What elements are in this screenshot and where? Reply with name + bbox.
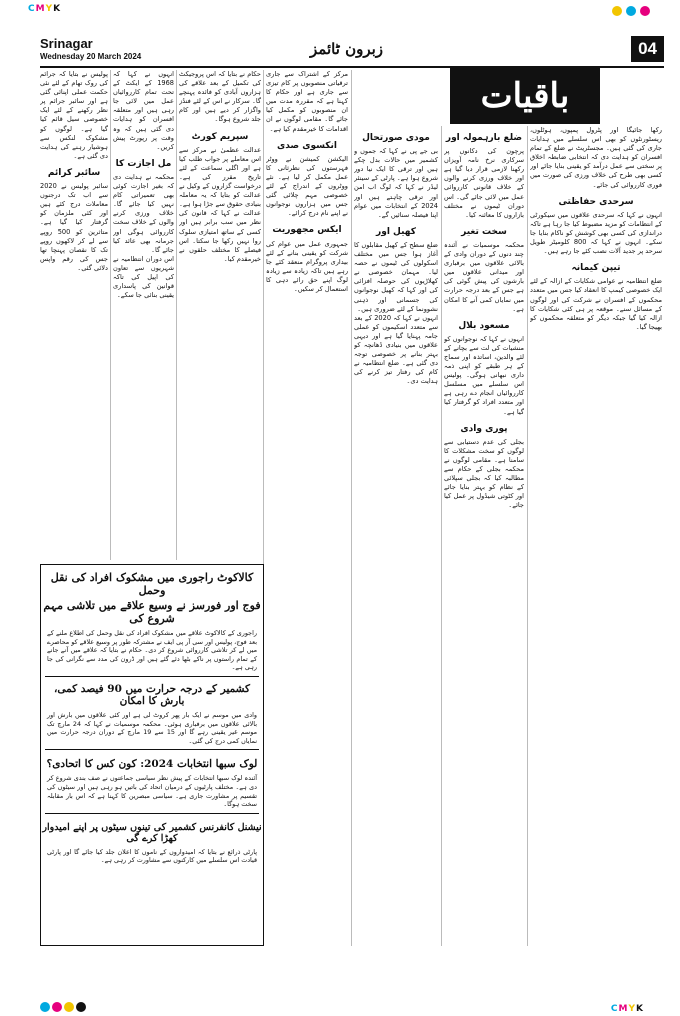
- registration-dot: [40, 1002, 50, 1012]
- column-rule: [351, 70, 352, 946]
- article-text: انہوں نے کہا کہ 2020 کے بعد سے متعدد اسکیموں کو عملی جامہ پہنایا گیا ہے اور دیہی علاقوں میں بنیادی ڈھانچہ کو بہتر بنانے پر خصوصی توجہ دی گئی ہے۔ ضلع انتظامیہ نے کام کی رفتار تیز کرنے کی ہدایت دی۔: [354, 313, 438, 386]
- divider: [45, 813, 259, 814]
- article-heading: سپریم کورٹ: [191, 131, 249, 142]
- article-text: ضلع سطح کے کھیل مقابلوں کا آغاز ہوا جس میں مختلف اسکولوں کی ٹیموں نے حصہ لیا۔ مہمان خصوصی نے کھلاڑیوں کی حوصلہ افزائی کی اور کہا کہ کھیل نوجوانوں کی جسمانی اور ذہنی نشوونما کے لئے ضروری ہیں۔: [354, 240, 438, 313]
- column-rule: [110, 70, 111, 560]
- cmyk-mark: CMYK: [28, 4, 62, 14]
- registration-dot: [612, 6, 622, 16]
- article-heading: سرحدی حفاظتی: [558, 196, 634, 207]
- article-text: بی جے پی نے کہا کہ جموں و کشمیر میں حالات بدل چکے ہیں اور ترقی کا ایک نیا دور شروع ہوا ہے۔ پارٹی کے سینئر لیڈر نے کہا کہ لوگ اب امن اور ترقی چاہتے ہیں اور 2024 کے انتخابات میں عوام اپنا فیصلہ سنائیں گے۔: [354, 147, 438, 219]
- column-rule: [176, 70, 177, 560]
- article-text: بجلی کی عدم دستیابی سے لوگوں کو سخت مشکلات کا سامنا ہے۔ مقامی لوگوں نے محکمہ بجلی کے حکام سے مطالبہ کیا کہ بجلی سپلائی کے نظام کو بہتر بنایا جائے اور کٹوتی شیڈول پر عمل کیا جائے۔: [444, 437, 524, 510]
- article-column-3: [354, 126, 438, 946]
- section-title: باقیات: [450, 68, 600, 124]
- article-text: اس دوران انتظامیہ نے شہریوں سے تعاون کی اپیل کی تاکہ قوانین کی پاسداری یقینی بنائی جا سکے۔: [113, 254, 174, 300]
- headline: نیشنل کانفرنس کشمیر کی تینوں سیٹوں پر اپنے امیدوار کھڑا کرے گی: [42, 821, 262, 844]
- article-column-4: [266, 70, 348, 946]
- article-text: انہوں نے کہا کہ 1968 کے ایکٹ کے تحت تمام کارروائیاں عمل میں لائی جا رہی ہیں اور متعلقہ افسران کو ہدایات دی گئی ہیں کہ وہ وقت پر رپورٹ پیش کریں۔: [113, 70, 174, 151]
- masthead: زبرون ٹائمز: [310, 40, 384, 58]
- cmyk-mark-bottom: CMYK: [610, 1004, 644, 1014]
- date-label: Wednesday 20 March 2024: [40, 52, 142, 61]
- article-text: محکمہ موسمیات نے آئندہ چند دنوں کے دوران وادی کے بالائی علاقوں میں برفباری اور میدانی علاقوں میں بارشوں کی پیش گوئی کی ہے جس کے بعد درجہ حرارت میں نمایاں کمی آنے کا امکان ہے۔: [444, 240, 524, 313]
- lead-news-box: [40, 564, 264, 946]
- article-text: عدالت نے کہا کہ قانون کی نظر میں سب برابر ہیں اور کسی کے ساتھ امتیازی سلوک روا نہیں رکھا جا سکتا۔ اس فیصلے کا مختلف حلقوں نے خیرمقدم کیا۔: [179, 209, 261, 263]
- article-column-5: [179, 70, 261, 560]
- article-column-6: [113, 70, 174, 560]
- page-header: [40, 36, 664, 68]
- article-text: راجوری کے کالاکوٹ علاقے میں مشکوک افراد کی نقل وحمل کی اطلاع ملنے کے بعد فوج، پولیس اور سی آر پی ایف نے مشترکہ طور پر وسیع علاقے کو محاصرے میں لے کر تلاشی کارروائی شروع کر دی۔ حکام نے بتایا کہ علاقے میں آنے جانے کے تمام راستوں پر ناکے بٹھا دئے گئے ہیں اور ڈرون کی مدد سے نگرانی کی جا رہی ہے۔: [47, 629, 257, 672]
- divider: [45, 749, 259, 750]
- registration-dot: [640, 6, 650, 16]
- subheadline: فوج اور فورسز نے وسیع علاقے میں تلاشی مہم شروع کی: [43, 599, 261, 625]
- headline: کالاکوٹ راجوری میں مشکوک افراد کی نقل وحمل: [50, 571, 254, 597]
- article-heading: مودی صورتحال: [362, 133, 430, 143]
- article-column-2: [444, 126, 524, 946]
- article-heading: انکسوی صدی: [276, 140, 338, 151]
- registration-dot: [626, 6, 636, 16]
- column-rule: [527, 126, 528, 946]
- article-text: پرچون کی دکانوں پر سرکاری نرخ نامہ آویزاں رکھنا لازمی قرار دیا گیا ہے اور خلاف ورزی کرنے والوں کے خلاف قانونی کارروائی عمل میں لائی جائے گی۔ اس دوران ٹیموں نے مختلف بازاروں کا معائنہ کیا۔: [444, 147, 524, 219]
- headline: کشمیر کے درجہ حرارت میں 90 فیصد کمی، بارش کا امکان: [53, 682, 251, 707]
- article-text: الیکشن کمیشن نے ووٹر فہرستوں کی نظرثانی کا عمل مکمل کر لیا ہے۔ نئے ووٹروں کے اندراج کے لئے خصوصی مہم چلائی گئی جس میں ہزاروں نوجوانوں نے اپنے نام درج کرائے۔: [266, 154, 348, 218]
- article-text: سائبر پولیس نے 2020 سے اب تک درجنوں معاملات درج کئے ہیں اور کئی ملزمان کو گرفتار کیا گیا ہے۔ متاثرین کو 500 روپے سے لے کر لاکھوں روپے تک کا نقصان پہنچا تھا جس کی رقم واپس دلائی گئی۔: [40, 182, 108, 272]
- headline: لوک سبھا انتخابات 2024: کون کس کا اتحادی؟: [46, 758, 258, 771]
- article-column-1: [530, 126, 662, 946]
- article-heading: کھیل اور: [376, 226, 416, 237]
- article-text: پارٹی ذرائع نے بتایا کہ امیدواروں کے ناموں کا اعلان جلد کیا جائے گا اور پارٹی قیادت اس سلسلے میں کارکنوں سے مشاورت کر رہی ہے۔: [47, 847, 257, 865]
- article-column-7: [40, 70, 108, 560]
- registration-dot: [52, 1002, 62, 1012]
- divider: [45, 676, 259, 677]
- city-label: Srinagar: [40, 36, 93, 51]
- article-text: رکھا جائیگا اور پٹرول پمپوں، ہوٹلوں، ریسٹورنٹوں کو بھی اس سلسلے میں ہدایات جاری کی گئی ہیں۔ مجسٹریٹ نے ضلع کے تمام افسران کو ہدایت دی کہ انتخابی ضابطہ اخلاق پر سختی سے عمل درآمد کو یقینی بنایا جائے اور کسی بھی طرح کی خلاف ورزی کی صورت میں فوری کارروائی کی جائے۔: [530, 126, 662, 189]
- article-heading: تیپن کیمانہ: [571, 263, 621, 274]
- article-text: آئندہ لوک سبھا انتخابات کے پیش نظر سیاسی جماعتوں نے صف بندی شروع کر دی ہے۔ مختلف پارٹیوں کے درمیان اتحاد کی باتیں ہو رہی ہیں اور سیٹوں کی تقسیم پر مشاورت جاری ہے۔ سیاسی مبصرین کا کہنا ہے کہ اس بار مقابلہ سخت ہوگا۔: [47, 774, 257, 809]
- article-text: پولیس نے بتایا کہ جرائم کی روک تھام کے لئے نئی حکمت عملی اپنائی گئی ہے اور سائبر جرائم پر نظر رکھنے کے لئے ایک خصوصی سیل قائم کیا گیا ہے۔ لوگوں کو مشکوک لنکس سے ہوشیار رہنے کی ہدایت دی گئی ہے۔: [40, 70, 108, 160]
- article-heading: مسعود بلال: [458, 320, 510, 331]
- article-heading: سائبر کرائم: [47, 167, 101, 178]
- article-text: عدالت عظمیٰ نے مرکز سے اس معاملے پر جواب طلب کیا ہے اور اگلی سماعت کے لئے تاریخ مقرر کی ہے۔ درخواست گزاروں کے وکیل نے عدالت کو بتایا کہ یہ معاملہ بنیادی حقوق سے جڑا ہوا ہے۔: [179, 145, 261, 209]
- article-heading: ایکس مجھوریت: [272, 225, 342, 236]
- registration-dot: [64, 1002, 74, 1012]
- page-number: 04: [631, 36, 664, 62]
- article-text: انہوں نے کہا کہ سرحدی علاقوں میں سیکورٹی کے انتظامات کو مزید مضبوط کیا جا رہا ہے تاکہ دراندازی کی کسی بھی کوشش کو ناکام بنایا جا سکے۔ انہوں نے کہا کہ 800 کلومیٹر طویل سرحد پر جدید آلات نصب کئے جا رہے ہیں۔: [530, 210, 662, 256]
- article-text: وادی میں موسم نے ایک بار پھر کروٹ لی ہے اور کئی علاقوں میں بارش اور بالائی علاقوں میں برفباری ہوئی۔ محکمہ موسمیات نے کہا کہ 24 مارچ تک موسم غیر یقینی رہے گا اور 15 سے 19 مارچ کے دوران درجہ حرارت میں نمایاں کمی درج کی گئی۔: [47, 710, 257, 745]
- article-text: جمہوری عمل میں عوام کی شرکت کو یقینی بنانے کے لئے بیداری پروگرام منعقد کئے جا رہے ہیں تاکہ زیادہ سے زیادہ لوگ اپنے حق رائے دہی کا استعمال کر سکیں۔: [266, 239, 348, 293]
- registration-dot: [76, 1002, 86, 1012]
- article-heading: مل اجازت کا: [115, 158, 172, 169]
- article-heading: سخت تغیر: [461, 226, 507, 237]
- article-heading: ضلع بارہمولہ اور: [445, 133, 523, 143]
- article-text: محکمہ نے ہدایت دی کہ بغیر اجازت کوئی بھی تعمیراتی کام نہیں کیا جائے گا۔ خلاف ورزی کرنے والوں کے خلاف سخت کارروائی ہوگی اور جرمانہ بھی عائد کیا جائے گا۔: [113, 172, 174, 254]
- article-text: مرکز کے اشتراک سے جاری ترقیاتی منصوبوں پر کام تیزی سے جاری ہے اور حکام کا کہنا ہے کہ مقررہ مدت میں ان منصوبوں کو مکمل کیا جائے گا۔ مقامی لوگوں نے ان اقدامات کا خیرمقدم کیا ہے۔: [266, 70, 348, 133]
- column-rule: [441, 126, 442, 946]
- article-text: حکام نے بتایا کہ اس پروجیکٹ کی تکمیل کے بعد علاقے کی ہزاروں آبادی کو فائدہ پہنچے گا۔ سرکار نے اس کے لئے فنڈز واگزار کر دیے ہیں اور کام جلد شروع ہوگا۔: [179, 70, 261, 124]
- article-text: ضلع انتظامیہ نے عوامی شکایات کے ازالہ کے لئے ایک خصوصی کیمپ کا انعقاد کیا جس میں متعدد محکموں کے افسران نے شرکت کی اور لوگوں کے مسائل سنے۔ موقعہ پر ہی کئی شکایات کا ازالہ کیا گیا جبکہ دیگر کو متعلقہ محکموں کو بھیجا گیا۔: [530, 277, 662, 331]
- article-heading: پوری وادی: [460, 423, 508, 434]
- article-text: انہوں نے کہا کہ نوجوانوں کو منشیات کی لت سے بچانے کے لئے والدین، اساتذہ اور سماج کے ہر طبقے کو اپنی ذمہ داری نبھانی ہوگی۔ پولیس اس سلسلے میں مسلسل کارروائیاں انجام دے رہی ہے اور متعدد افراد کو گرفتار کیا گیا ہے۔: [444, 334, 524, 416]
